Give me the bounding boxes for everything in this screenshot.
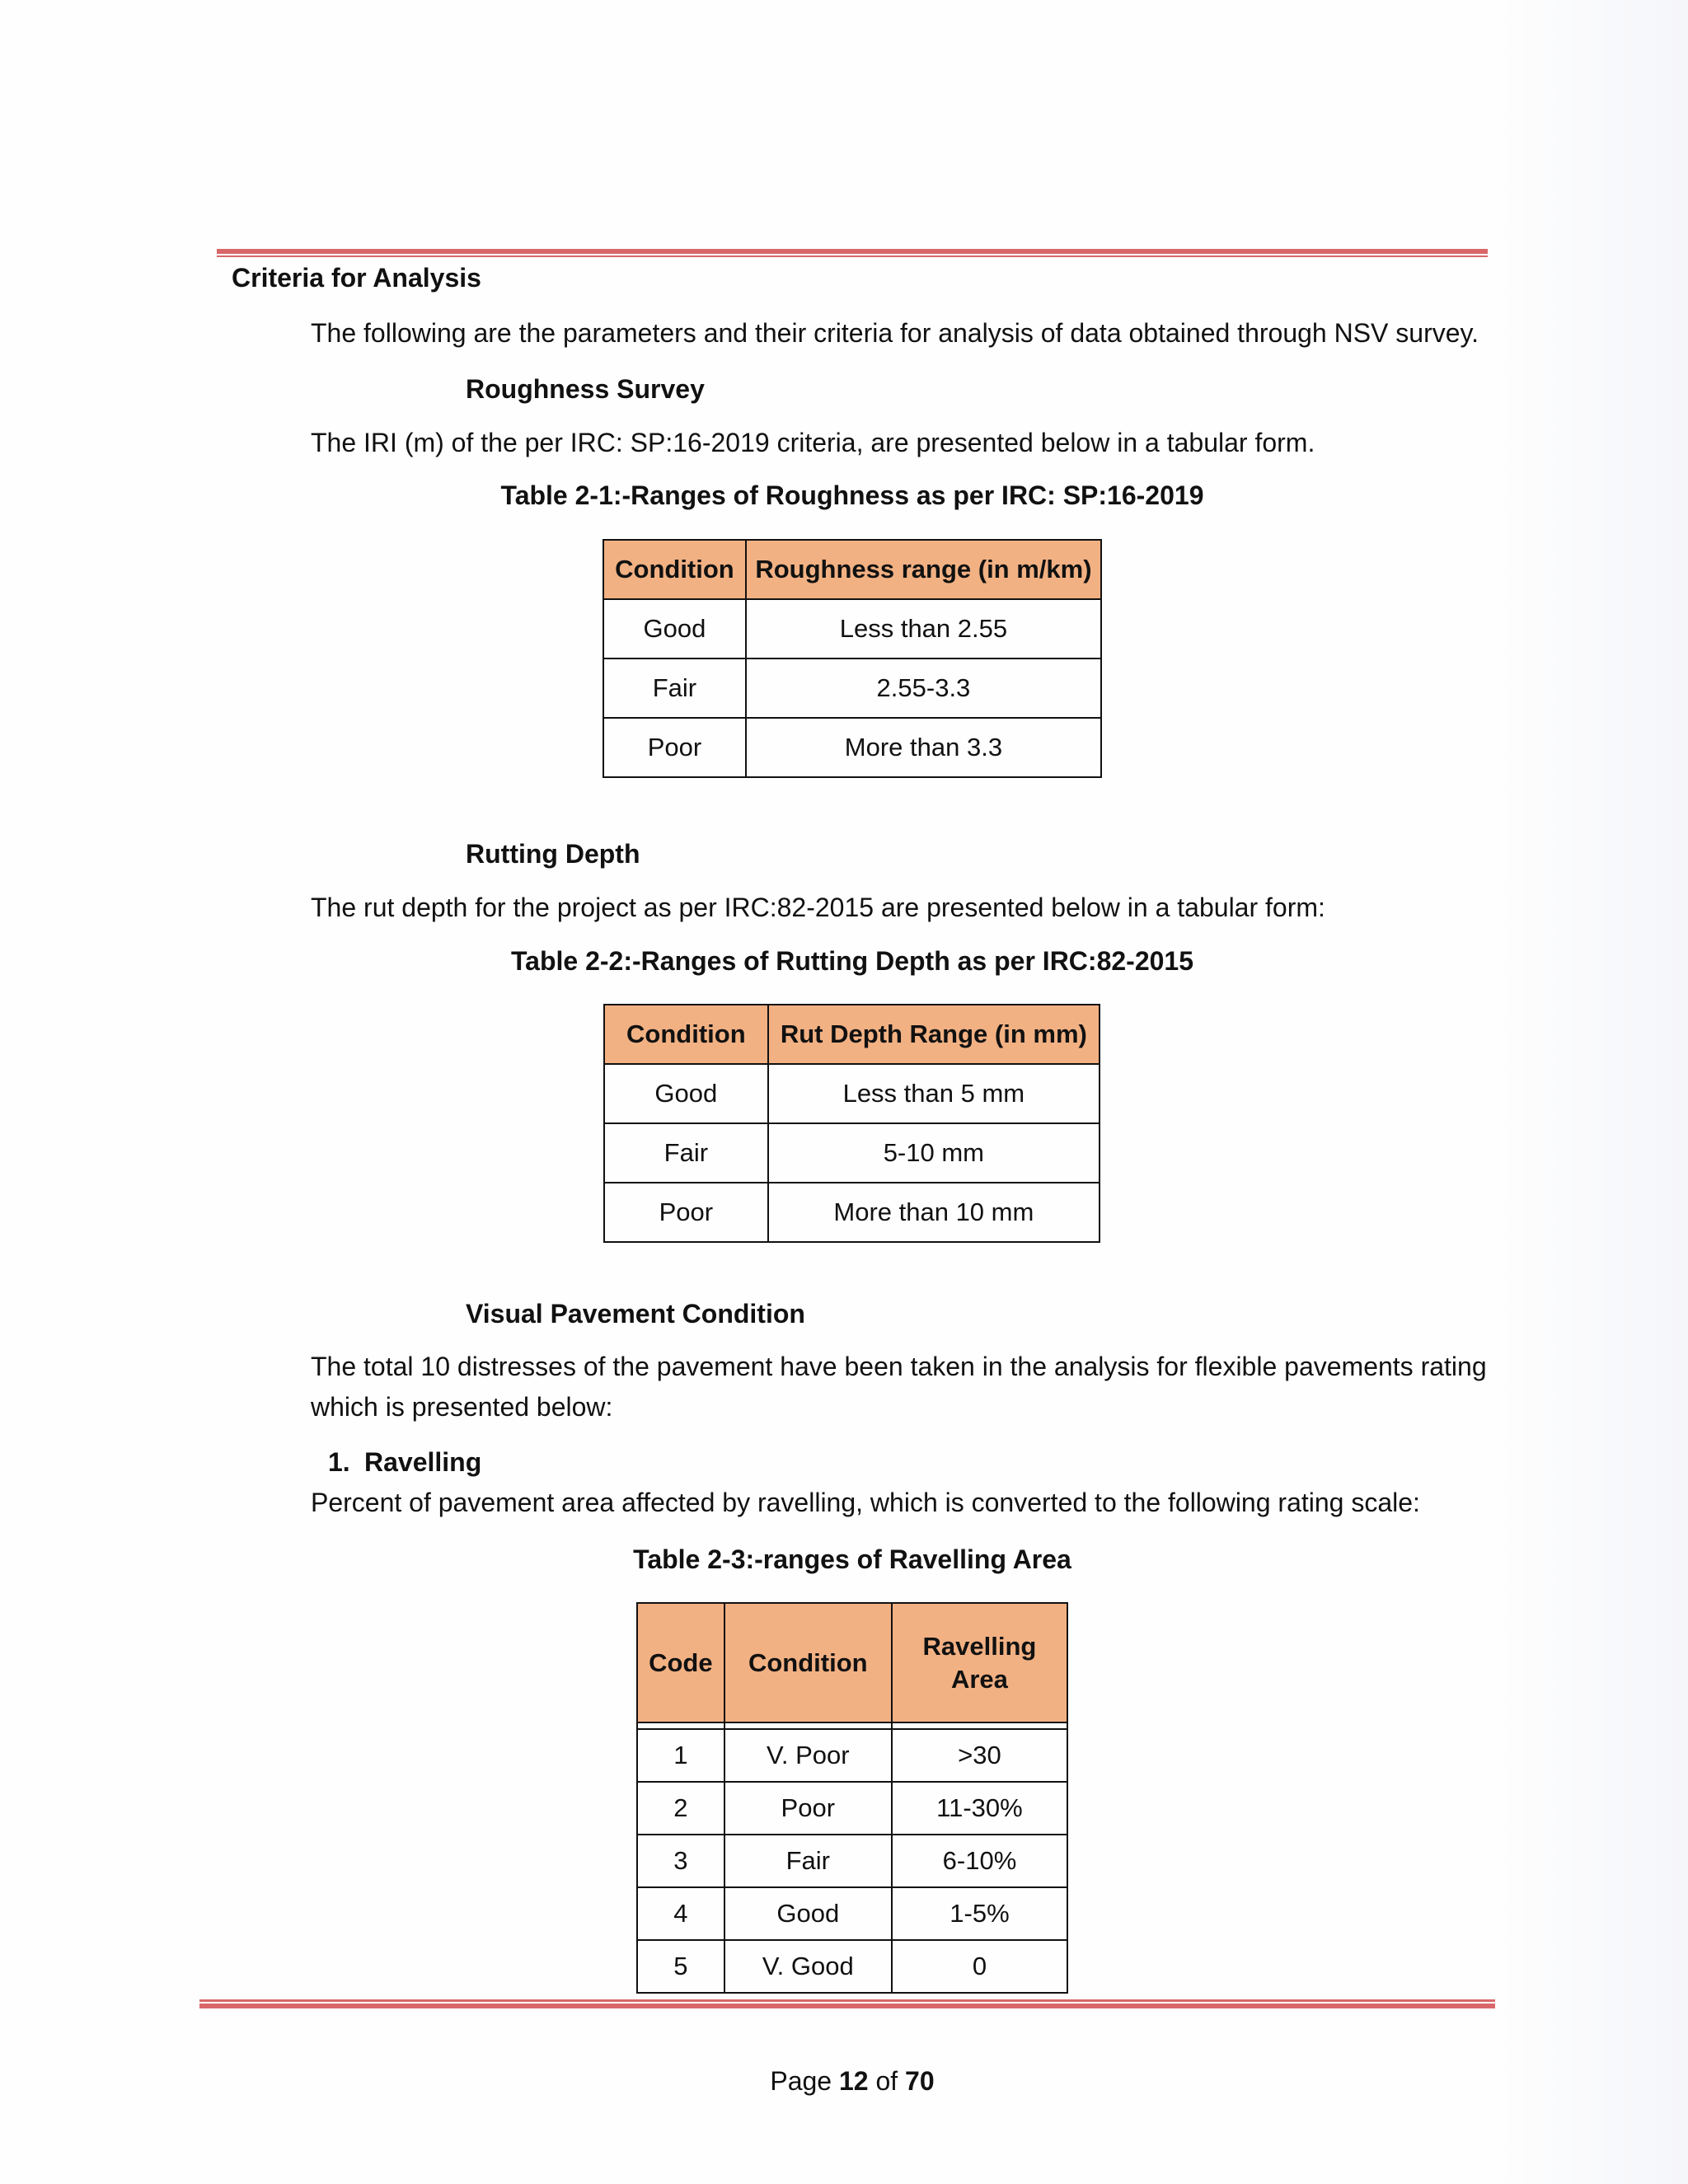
table-cell: 2.55-3.3: [746, 658, 1101, 718]
table-cell: Poor: [724, 1782, 892, 1835]
header-cell: Ravelling Area: [892, 1603, 1067, 1722]
table-cell: 2: [637, 1782, 724, 1835]
rutting-heading: Rutting Depth: [466, 839, 640, 869]
table-cell: 5: [637, 1940, 724, 1993]
table-row: [637, 1887, 1067, 1940]
table-cell: >30: [892, 1729, 1067, 1782]
table-row: [637, 1782, 1067, 1835]
table-cell: Fair: [604, 1123, 768, 1183]
table-cell: Fair: [724, 1835, 892, 1887]
table-row: [637, 1940, 1067, 1993]
roughness-heading: Roughness Survey: [466, 374, 705, 404]
table-cell: Good: [603, 599, 746, 658]
header-cell: Roughness range (in m/km): [746, 540, 1101, 599]
table-cell: More than 3.3: [746, 718, 1101, 777]
table-cell: 4: [637, 1887, 724, 1940]
table-cell: 3: [637, 1835, 724, 1887]
header-cell: Condition: [604, 1005, 768, 1064]
table-header-row: [637, 1603, 1067, 1722]
roughness-text: The IRI (m) of the per IRC: SP:16-2019 criteria, are presented below in a tabular form.: [311, 428, 1315, 457]
footer-rule: [199, 1999, 1495, 2009]
table-cell: V. Good: [724, 1940, 892, 1993]
table-row: [637, 1729, 1067, 1782]
visual-heading: Visual Pavement Condition: [466, 1299, 805, 1329]
header-cell: Condition: [724, 1603, 892, 1722]
ravelling-text: Percent of pavement area affected by ravelling, which is converted to the following rating scale:: [311, 1488, 1420, 1517]
table-cell: 1-5%: [892, 1887, 1067, 1940]
ravelling-caption: Table 2-3:-ranges of Ravelling Area: [633, 1544, 1071, 1574]
table-cell: More than 10 mm: [768, 1183, 1100, 1242]
rutting-caption: Table 2-2:-Ranges of Rutting Depth as per IRC:82-2015: [511, 946, 1193, 976]
visual-text-line2: which is presented below:: [311, 1392, 613, 1422]
table-cell: 5-10 mm: [768, 1123, 1100, 1183]
table-spacer-row: [637, 1722, 1067, 1729]
table-cell: Good: [604, 1064, 768, 1123]
table-row: [603, 718, 1101, 777]
visual-text-line1: The total 10 distresses of the pavement have been taken in the analysis for flexible pavements rating: [311, 1352, 1487, 1381]
table-cell: Poor: [604, 1183, 768, 1242]
table-cell: 11-30%: [892, 1782, 1067, 1835]
header-rule: [217, 249, 1488, 259]
table-cell: Good: [724, 1887, 892, 1940]
table-cell: Less than 5 mm: [768, 1064, 1100, 1123]
table-cell: 6-10%: [892, 1835, 1067, 1887]
ravelling-heading: Ravelling: [364, 1447, 482, 1477]
table-cell: Fair: [603, 658, 746, 718]
table-cell: Poor: [603, 718, 746, 777]
table-row: [604, 1123, 1100, 1183]
table-cell: Less than 2.55: [746, 599, 1101, 658]
rutting-table: [603, 1004, 1100, 1243]
list-number: 1.: [328, 1447, 350, 1477]
roughness-caption: Table 2-1:-Ranges of Roughness as per IRC: SP:16-2019: [500, 480, 1204, 510]
intro-paragraph: The following are the parameters and their criteria for analysis of data obtained through NSV survey.: [311, 318, 1479, 348]
roughness-table: [603, 539, 1102, 778]
header-cell: Condition: [603, 540, 746, 599]
table-row: [603, 658, 1101, 718]
table-header-row: [603, 540, 1101, 599]
table-cell: 1: [637, 1729, 724, 1782]
table-header-row: [604, 1005, 1100, 1064]
table-row: [604, 1183, 1100, 1242]
page-number: Page 12 of 70: [770, 2066, 935, 2096]
table-row: [604, 1064, 1100, 1123]
table-row: [603, 599, 1101, 658]
table-cell: V. Poor: [724, 1729, 892, 1782]
header-cell: Code: [637, 1603, 724, 1722]
table-row: [637, 1835, 1067, 1887]
header-cell: Rut Depth Range (in mm): [768, 1005, 1100, 1064]
section-title: Criteria for Analysis: [232, 263, 481, 293]
ravelling-table: [636, 1602, 1068, 1994]
rutting-text: The rut depth for the project as per IRC:82-2015 are presented below in a tabular form:: [311, 893, 1325, 922]
table-cell: 0: [892, 1940, 1067, 1993]
